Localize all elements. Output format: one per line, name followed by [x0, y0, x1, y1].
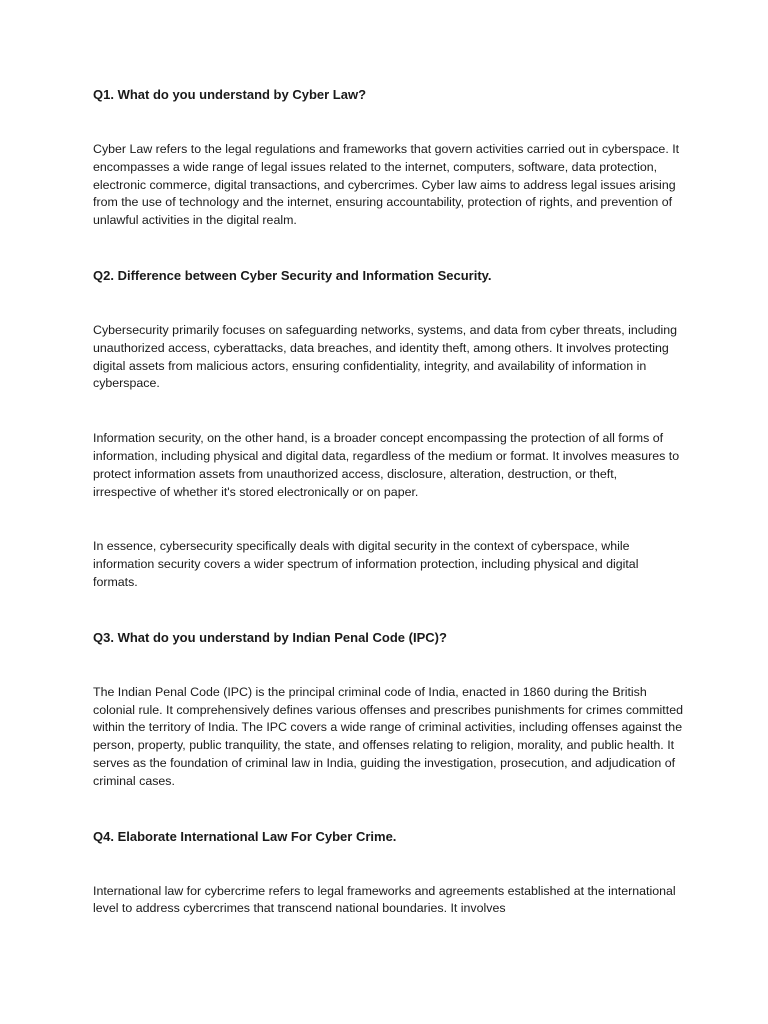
answer-3-paragraph-1: The Indian Penal Code (IPC) is the principal criminal code of India, enacted in 1860 during the British colonial rule. It comprehensively defines various offenses and prescribes punishments for crimes committed within the territory of India. The IPC covers a wide range of criminal activities, including offenses against the person, property, public tranquility, the state, and offenses relating to religion, morality, and public health. It serves as the foundation of criminal law in India, guiding the investigation, prosecution, and adjudication of criminal cases.	[93, 684, 683, 788]
document-page	[93, 86, 683, 918]
answer-4-paragraph-1: International law for cybercrime refers to legal frameworks and agreements established at the international level to address cybercrimes that transcend national boundaries. It involves	[93, 883, 676, 916]
answer-2-paragraph-2: Information security, on the other hand, is a broader concept encompassing the protection of all forms of information, including physical and digital data, regardless of the medium or format. It involves measures to protect information assets from unauthorized access, disclosure, alteration, destruction, or theft, irrespective of whether it's stored electronically or on paper.	[93, 431, 680, 499]
question-1-heading: Q1. What do you understand by Cyber Law?	[93, 87, 367, 102]
answer-2-paragraph-1: Cybersecurity primarily focuses on safeguarding networks, systems, and data from cyber threats, including unauthorized access, cyberattacks, data breaches, and identity theft, among others. It involves protecting digital assets from malicious actors, ensuring confidentiality, integrity, and availability of information in cyberspace.	[93, 322, 677, 391]
question-2-heading: Q2. Difference between Cyber Security and Information Security.	[93, 267, 492, 283]
question-4-heading: Q4. Elaborate International Law For Cyber Crime.	[93, 828, 397, 844]
answer-2-paragraph-3: In essence, cybersecurity specifically deals with digital security in the context of cyberspace, while information security covers a wider spectrum of information protection, including physical and digital formats.	[93, 539, 639, 589]
question-3-heading: Q3. What do you understand by Indian Penal Code (IPC)?	[93, 629, 447, 645]
answer-1-paragraph-1: Cyber Law refers to the legal regulations and frameworks that govern activities carried out in cyberspace. It encompasses a wide range of legal issues related to the internet, computers, software, data protection, electronic commerce, digital transactions, and cybercrimes. Cyber law aims to address legal issues arising from the use of technology and the internet, ensuring accountability, protection of rights, and prevention of unlawful activities in the digital realm.	[93, 142, 680, 228]
